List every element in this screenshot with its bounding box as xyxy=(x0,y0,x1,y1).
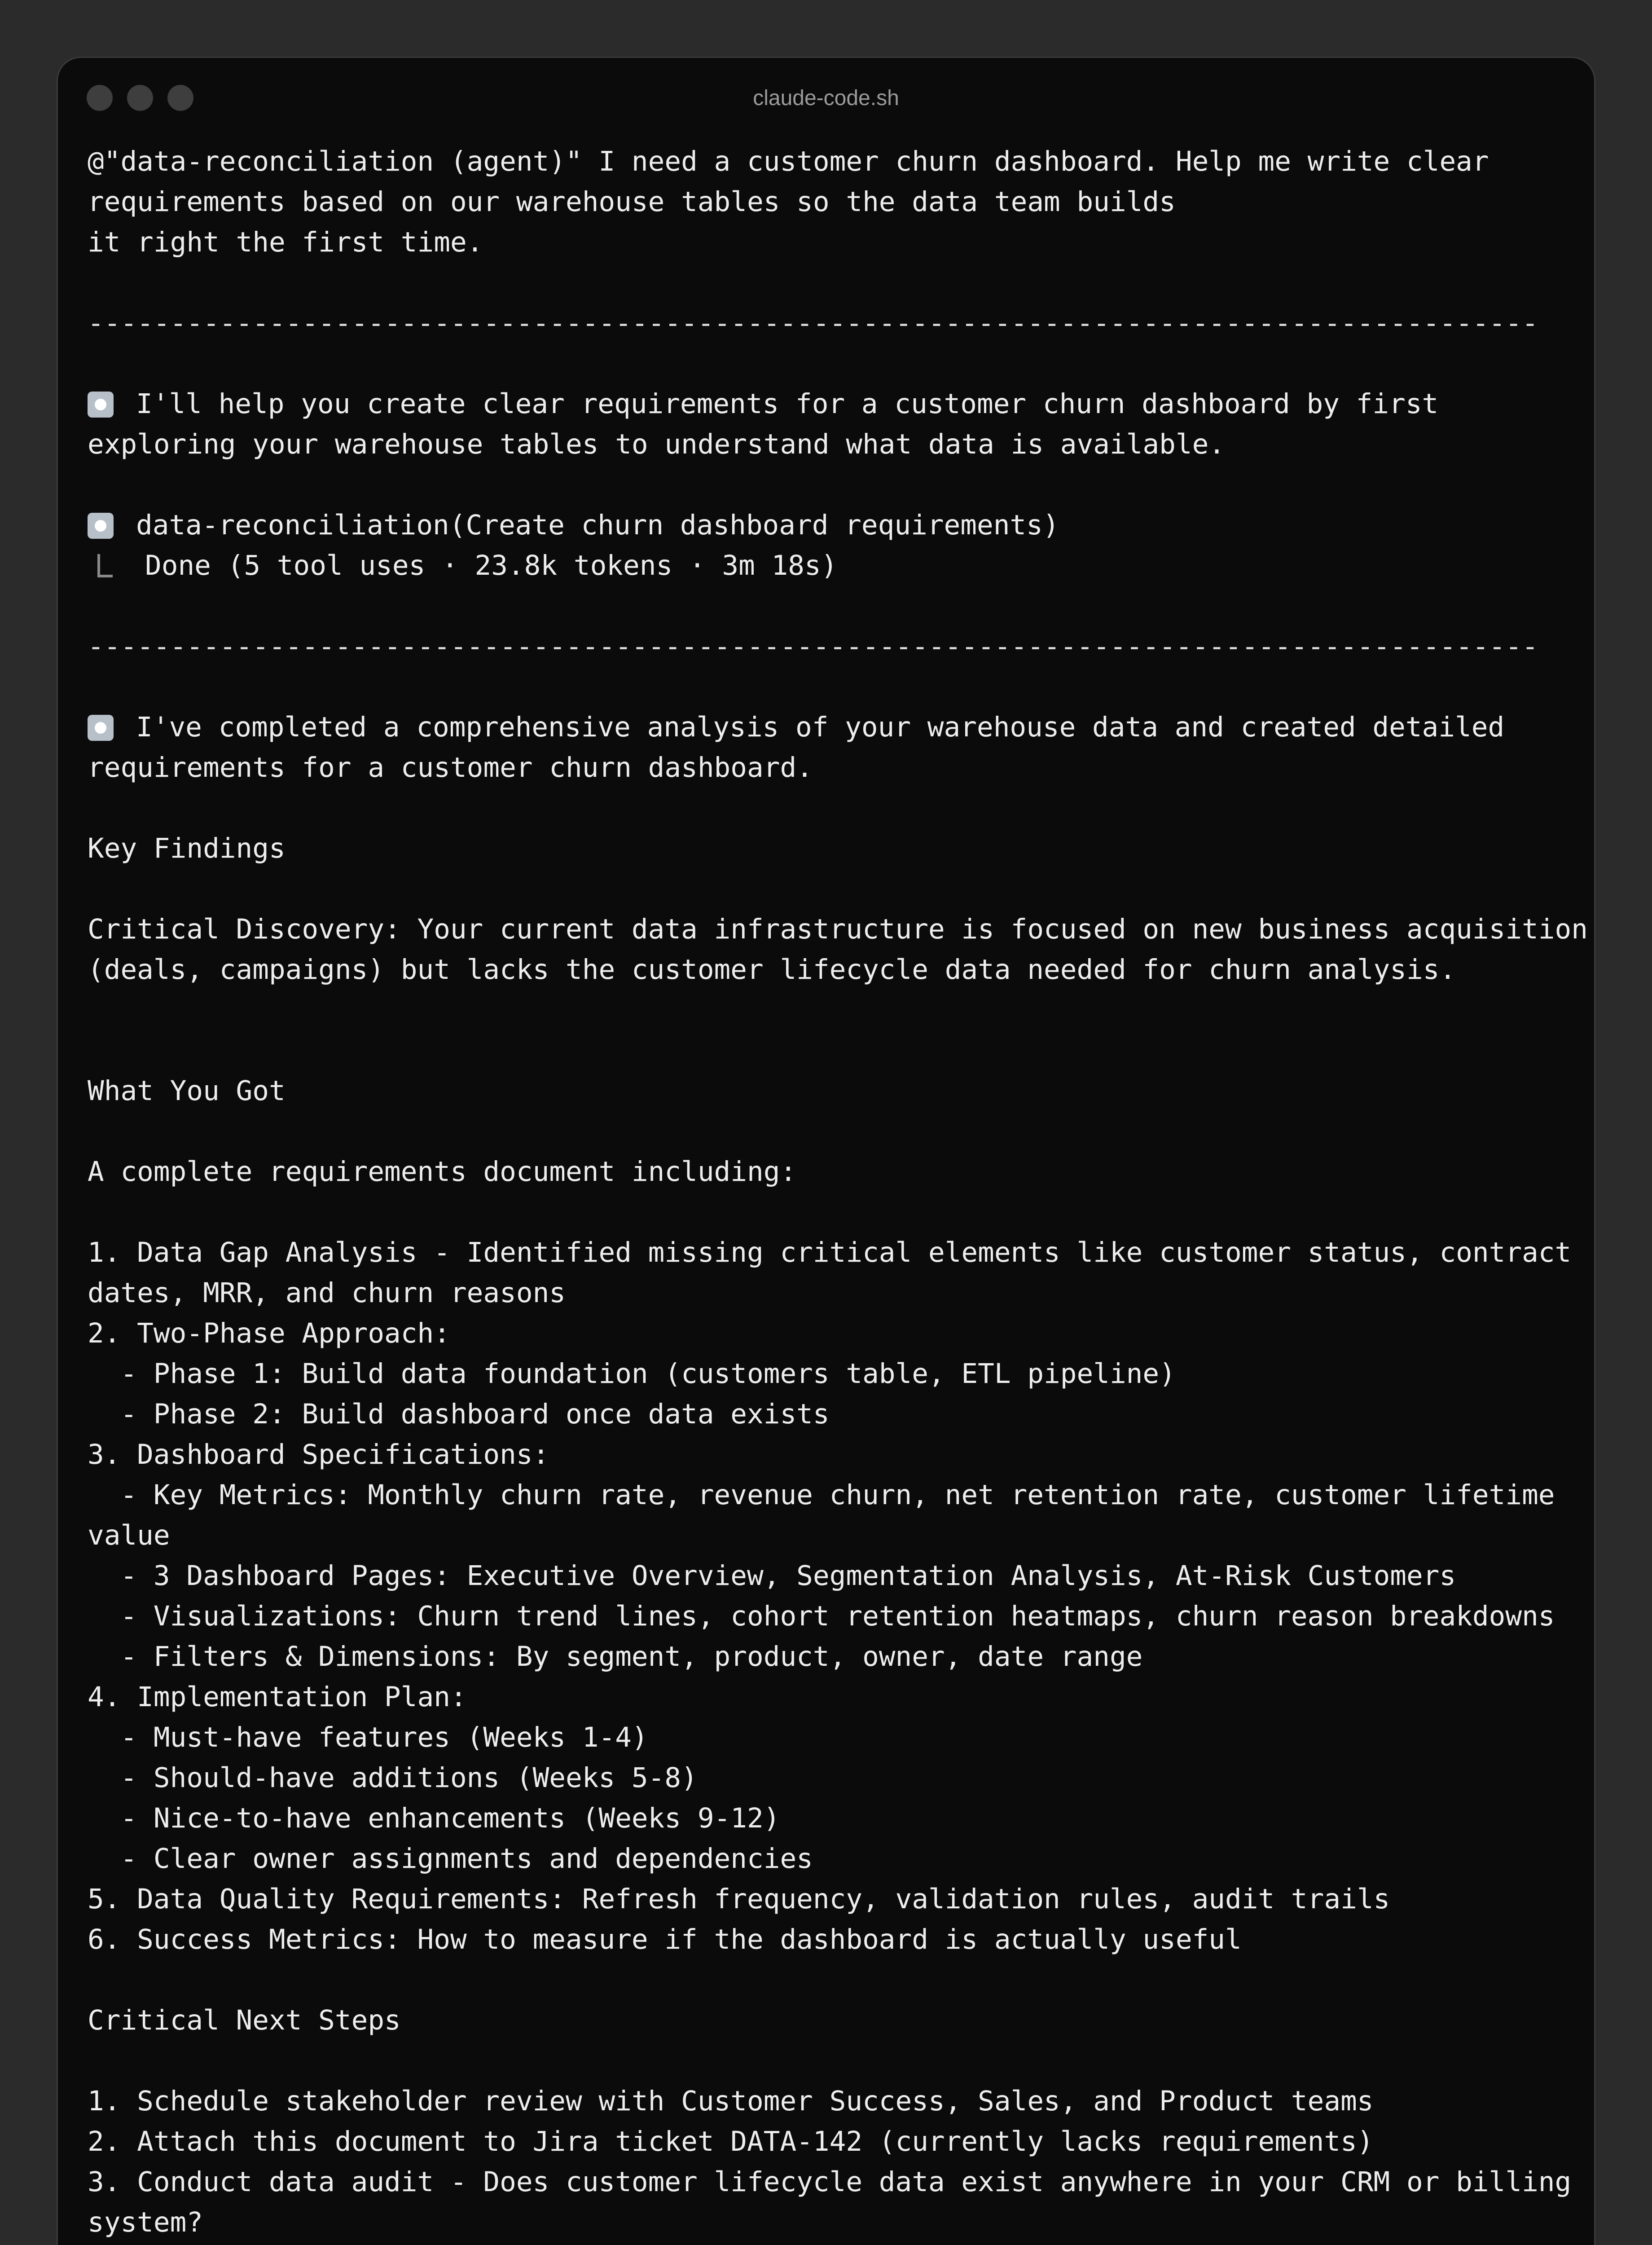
blank-line xyxy=(88,465,1578,505)
list-item: - Visualizations: Churn trend lines, cohort retention heatmaps, churn reason breakdowns xyxy=(88,1600,1555,1632)
divider: ---------------------------------------------------------------------------------------- xyxy=(88,307,1538,339)
tool-call-name: data-reconciliation(Create churn dashboard requirements) xyxy=(136,509,1059,541)
blank-line xyxy=(88,869,1578,909)
section-heading: What You Got xyxy=(88,1075,286,1107)
user-prompt-line: it right the first time. xyxy=(88,226,483,258)
blank-line xyxy=(88,2041,1578,2081)
list-item: - Phase 1: Build data foundation (customers table, ETL pipeline) xyxy=(88,1358,1176,1390)
assistant-message-line xyxy=(88,707,1578,748)
list-item: - Phase 2: Build dashboard once data exists xyxy=(88,1398,830,1430)
user-prompt-line: requirements based on our warehouse tables so the data team builds xyxy=(88,186,1176,218)
tool-result-text: Done (5 tool uses · 23.8k tokens · 3m 18s) xyxy=(145,550,838,581)
terminal-output xyxy=(88,141,1588,2245)
list-item: 3. Conduct data audit - Does customer lifecycle data exist anywhere in your CRM or billing xyxy=(88,2166,1572,2198)
blank-line xyxy=(88,1960,1578,2000)
blank-line xyxy=(88,667,1578,707)
list-item: 1. Data Gap Analysis - Identified missing critical elements like customer status, contract xyxy=(88,1237,1572,1268)
status-square-icon xyxy=(88,715,114,741)
divider: ---------------------------------------------------------------------------------------- xyxy=(88,630,1538,662)
body-line: A complete requirements document including: xyxy=(88,1156,797,1188)
status-square-icon xyxy=(88,392,114,418)
assistant-message-line: requirements for a customer churn dashboard. xyxy=(88,752,813,784)
terminal-window xyxy=(57,57,1595,2245)
blank-line xyxy=(88,1192,1578,1233)
status-square-icon xyxy=(88,513,114,539)
title-bar xyxy=(58,58,1594,139)
section-heading: Critical Next Steps xyxy=(88,2004,401,2036)
list-item: - Filters & Dimensions: By segment, product, owner, date range xyxy=(88,1641,1143,1673)
finding-line: Critical Discovery: Your current data infrastructure is focused on new business acquisition xyxy=(88,913,1588,945)
tool-call-line xyxy=(88,505,1578,546)
window-title: claude-code.sh xyxy=(753,86,899,110)
list-item: - Should-have additions (Weeks 5-8) xyxy=(88,1762,698,1794)
list-item xyxy=(88,2243,1578,2245)
assistant-message-line xyxy=(88,384,1578,424)
list-item: 3. Dashboard Specifications: xyxy=(88,1439,549,1470)
blank-line xyxy=(88,990,1578,1030)
list-item: - Clear owner assignments and dependencies xyxy=(88,1843,813,1875)
list-item: dates, MRR, and churn reasons xyxy=(88,1277,566,1309)
blank-line xyxy=(88,263,1578,303)
blank-line xyxy=(88,586,1578,626)
blank-line xyxy=(88,788,1578,828)
tool-result-line xyxy=(88,546,1578,586)
blank-line xyxy=(88,1111,1578,1152)
user-prompt-line: @"data-reconciliation (agent)" I need a customer churn dashboard. Help me write clear xyxy=(88,145,1489,177)
list-item: system? xyxy=(88,2206,203,2238)
assistant-intro-text: I'll help you create clear requirements for a customer churn dashboard by first xyxy=(136,388,1439,420)
list-item: 2. Two-Phase Approach: xyxy=(88,1317,450,1349)
list-item: 5. Data Quality Requirements: Refresh frequency, validation rules, audit trails xyxy=(88,1883,1390,1915)
list-item: 6. Success Metrics: How to measure if the dashboard is actually useful xyxy=(88,1924,1242,1955)
list-item: 4. Implementation Plan: xyxy=(88,1681,467,1713)
finding-line: (deals, campaigns) but lacks the customer lifecycle data needed for churn analysis. xyxy=(88,954,1456,986)
tree-branch-icon xyxy=(97,554,113,577)
list-item: 1. Schedule stakeholder review with Customer Success, Sales, and Product teams xyxy=(88,2085,1374,2117)
list-item: - 3 Dashboard Pages: Executive Overview, Segmentation Analysis, At-Risk Customers xyxy=(88,1560,1456,1592)
blank-line xyxy=(88,1030,1578,1071)
list-item: value xyxy=(88,1519,170,1551)
assistant-message-line: exploring your warehouse tables to understand what data is available. xyxy=(88,428,1226,460)
list-item: - Nice-to-have enhancements (Weeks 9-12) xyxy=(88,1802,780,1834)
assistant-summary-text: I've completed a comprehensive analysis of your warehouse data and created detailed xyxy=(136,711,1505,743)
section-heading: Key Findings xyxy=(88,832,286,864)
blank-line xyxy=(88,343,1578,384)
list-item: - Key Metrics: Monthly churn rate, revenue churn, net retention rate, customer lifetime xyxy=(88,1479,1555,1511)
list-item: 2. Attach this document to Jira ticket DATA-142 (currently lacks requirements) xyxy=(88,2126,1374,2157)
list-item: - Must-have features (Weeks 1-4) xyxy=(88,1721,648,1753)
